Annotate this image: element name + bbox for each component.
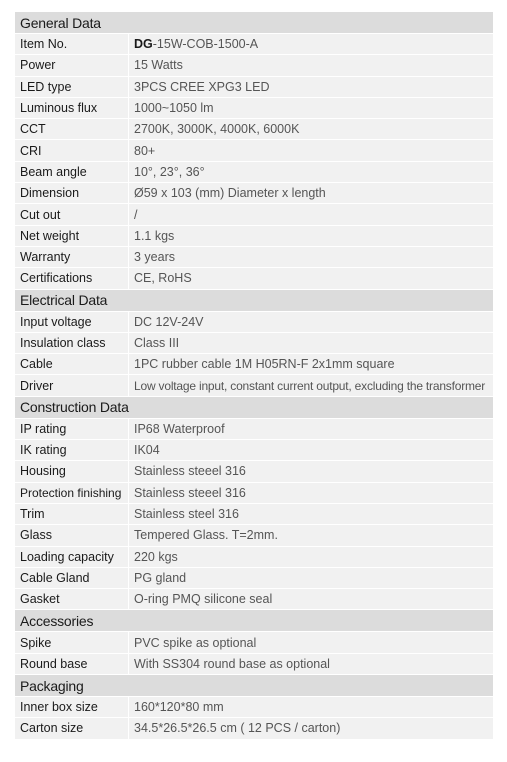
section-title: Accessories [20, 612, 94, 629]
spec-value: 34.5*26.5*26.5 cm ( 12 PCS / carton) [134, 721, 341, 736]
spec-row-ik-rating [15, 440, 493, 461]
spec-label: Power [20, 58, 56, 73]
spec-row-cct [15, 119, 493, 140]
spec-label: Protection finishing [20, 485, 122, 500]
spec-value: DC 12V-24V [134, 314, 204, 329]
spec-value: Class III [134, 336, 180, 350]
spec-row-certifications [15, 268, 493, 289]
spec-row-round-base [15, 654, 493, 675]
spec-row-ip-rating [15, 419, 493, 440]
spec-label: Gasket [20, 592, 60, 607]
section-header-general [15, 12, 493, 34]
section-title: General Data [20, 14, 101, 31]
spec-row-luminous-flux [15, 98, 493, 119]
spec-row-trim [15, 504, 493, 525]
spec-value: Low voltage input, constant current output, excluding the transformer [134, 378, 486, 393]
spec-row-cut-out [15, 204, 493, 225]
spec-label: Round base [20, 656, 88, 671]
spec-row-glass [15, 525, 493, 546]
spec-label: IK rating [20, 443, 67, 458]
spec-label: Beam angle [20, 164, 87, 179]
spec-value: PVC spike as optional [134, 635, 257, 650]
item-code: -15W-COB-1500-A [152, 37, 259, 52]
spec-label: Insulation class [20, 336, 106, 350]
spec-value: IK04 [134, 443, 160, 458]
spec-value: 15 Watts [134, 58, 183, 73]
spec-label: Inner box size [20, 700, 98, 715]
spec-value: Ø59 x 103 (mm) Diameter x length [134, 186, 326, 201]
spec-row-loading-capacity [15, 547, 493, 568]
spec-row-driver [15, 375, 493, 396]
spec-value: 80+ [134, 143, 156, 158]
spec-value: O-ring PMQ silicone seal [134, 592, 273, 607]
section-title: Construction Data [20, 399, 129, 416]
section-header-electrical [15, 290, 493, 312]
spec-row-inner-box-size [15, 697, 493, 718]
spec-label: IP rating [20, 421, 67, 436]
spec-row-item-no [15, 34, 493, 55]
spec-label: Dimension [20, 186, 80, 201]
spec-label: Cable Gland [20, 570, 90, 585]
spec-value: 1PC rubber cable 1M H05RN-F 2x1mm square [134, 357, 395, 372]
spec-row-beam-angle [15, 162, 493, 183]
spec-label: Carton size [20, 721, 84, 736]
spec-row-input-voltage [15, 312, 493, 333]
spec-value: IP68 Waterproof [134, 421, 225, 436]
spec-row-cable [15, 354, 493, 375]
spec-row-dimension [15, 183, 493, 204]
spec-label: Input voltage [20, 314, 92, 329]
spec-row-carton-size [15, 718, 493, 739]
spec-value: 160*120*80 mm [134, 700, 224, 715]
spec-value: PG gland [134, 570, 187, 585]
spec-label: Luminous flux [20, 101, 98, 116]
spec-value: 10°, 23°, 36° [134, 164, 205, 179]
spec-label: Trim [20, 507, 45, 522]
spec-row-warranty [15, 247, 493, 268]
section-header-packaging [15, 675, 493, 697]
spec-row-power [15, 55, 493, 76]
spec-label: CRI [20, 143, 42, 158]
spec-value: 1.1 kgs [134, 228, 175, 243]
section-header-accessories [15, 610, 493, 632]
section-header-construction [15, 397, 493, 419]
spec-value: 3 years [134, 250, 175, 265]
spec-value: 2700K, 3000K, 4000K, 6000K [134, 122, 300, 137]
spec-label: Driver [20, 378, 54, 393]
spec-value: Stainless steeel 316 [134, 464, 246, 479]
spec-row-spike [15, 632, 493, 653]
spec-sheet-table [15, 12, 493, 740]
spec-value: Stainless steel 316 [134, 507, 239, 522]
spec-label: Spike [20, 635, 52, 650]
spec-label: Cable [20, 357, 53, 372]
spec-label: Housing [20, 464, 66, 479]
spec-value: 1000~1050 lm [134, 101, 214, 116]
spec-value: / [134, 207, 138, 222]
spec-label: Net weight [20, 228, 80, 243]
spec-value: 3PCS CREE XPG3 LED [134, 79, 270, 94]
spec-value: CE, RoHS [134, 271, 192, 286]
spec-row-housing [15, 461, 493, 482]
spec-label: Glass [20, 528, 52, 543]
spec-row-protection-finishing [15, 483, 493, 504]
spec-label: Item No. [20, 37, 68, 52]
spec-row-insulation-class [15, 333, 493, 354]
spec-label: LED type [20, 79, 72, 94]
spec-label: CCT [20, 122, 46, 137]
spec-row-gasket [15, 589, 493, 610]
section-title: Packaging [20, 677, 84, 694]
spec-row-net-weight [15, 226, 493, 247]
item-prefix: DG [134, 37, 153, 52]
spec-value: With SS304 round base as optional [134, 656, 330, 671]
section-title: Electrical Data [20, 292, 108, 309]
spec-row-cri [15, 140, 493, 161]
spec-label: Warranty [20, 250, 71, 265]
spec-label: Loading capacity [20, 549, 114, 564]
spec-value [129, 37, 493, 51]
spec-row-led-type [15, 77, 493, 98]
spec-value: Tempered Glass. T=2mm. [134, 528, 278, 543]
spec-value: Stainless steeel 316 [134, 485, 246, 500]
spec-label: Certifications [20, 271, 93, 286]
spec-value: 220 kgs [134, 549, 178, 564]
spec-row-cable-gland [15, 568, 493, 589]
spec-label: Cut out [20, 207, 61, 222]
